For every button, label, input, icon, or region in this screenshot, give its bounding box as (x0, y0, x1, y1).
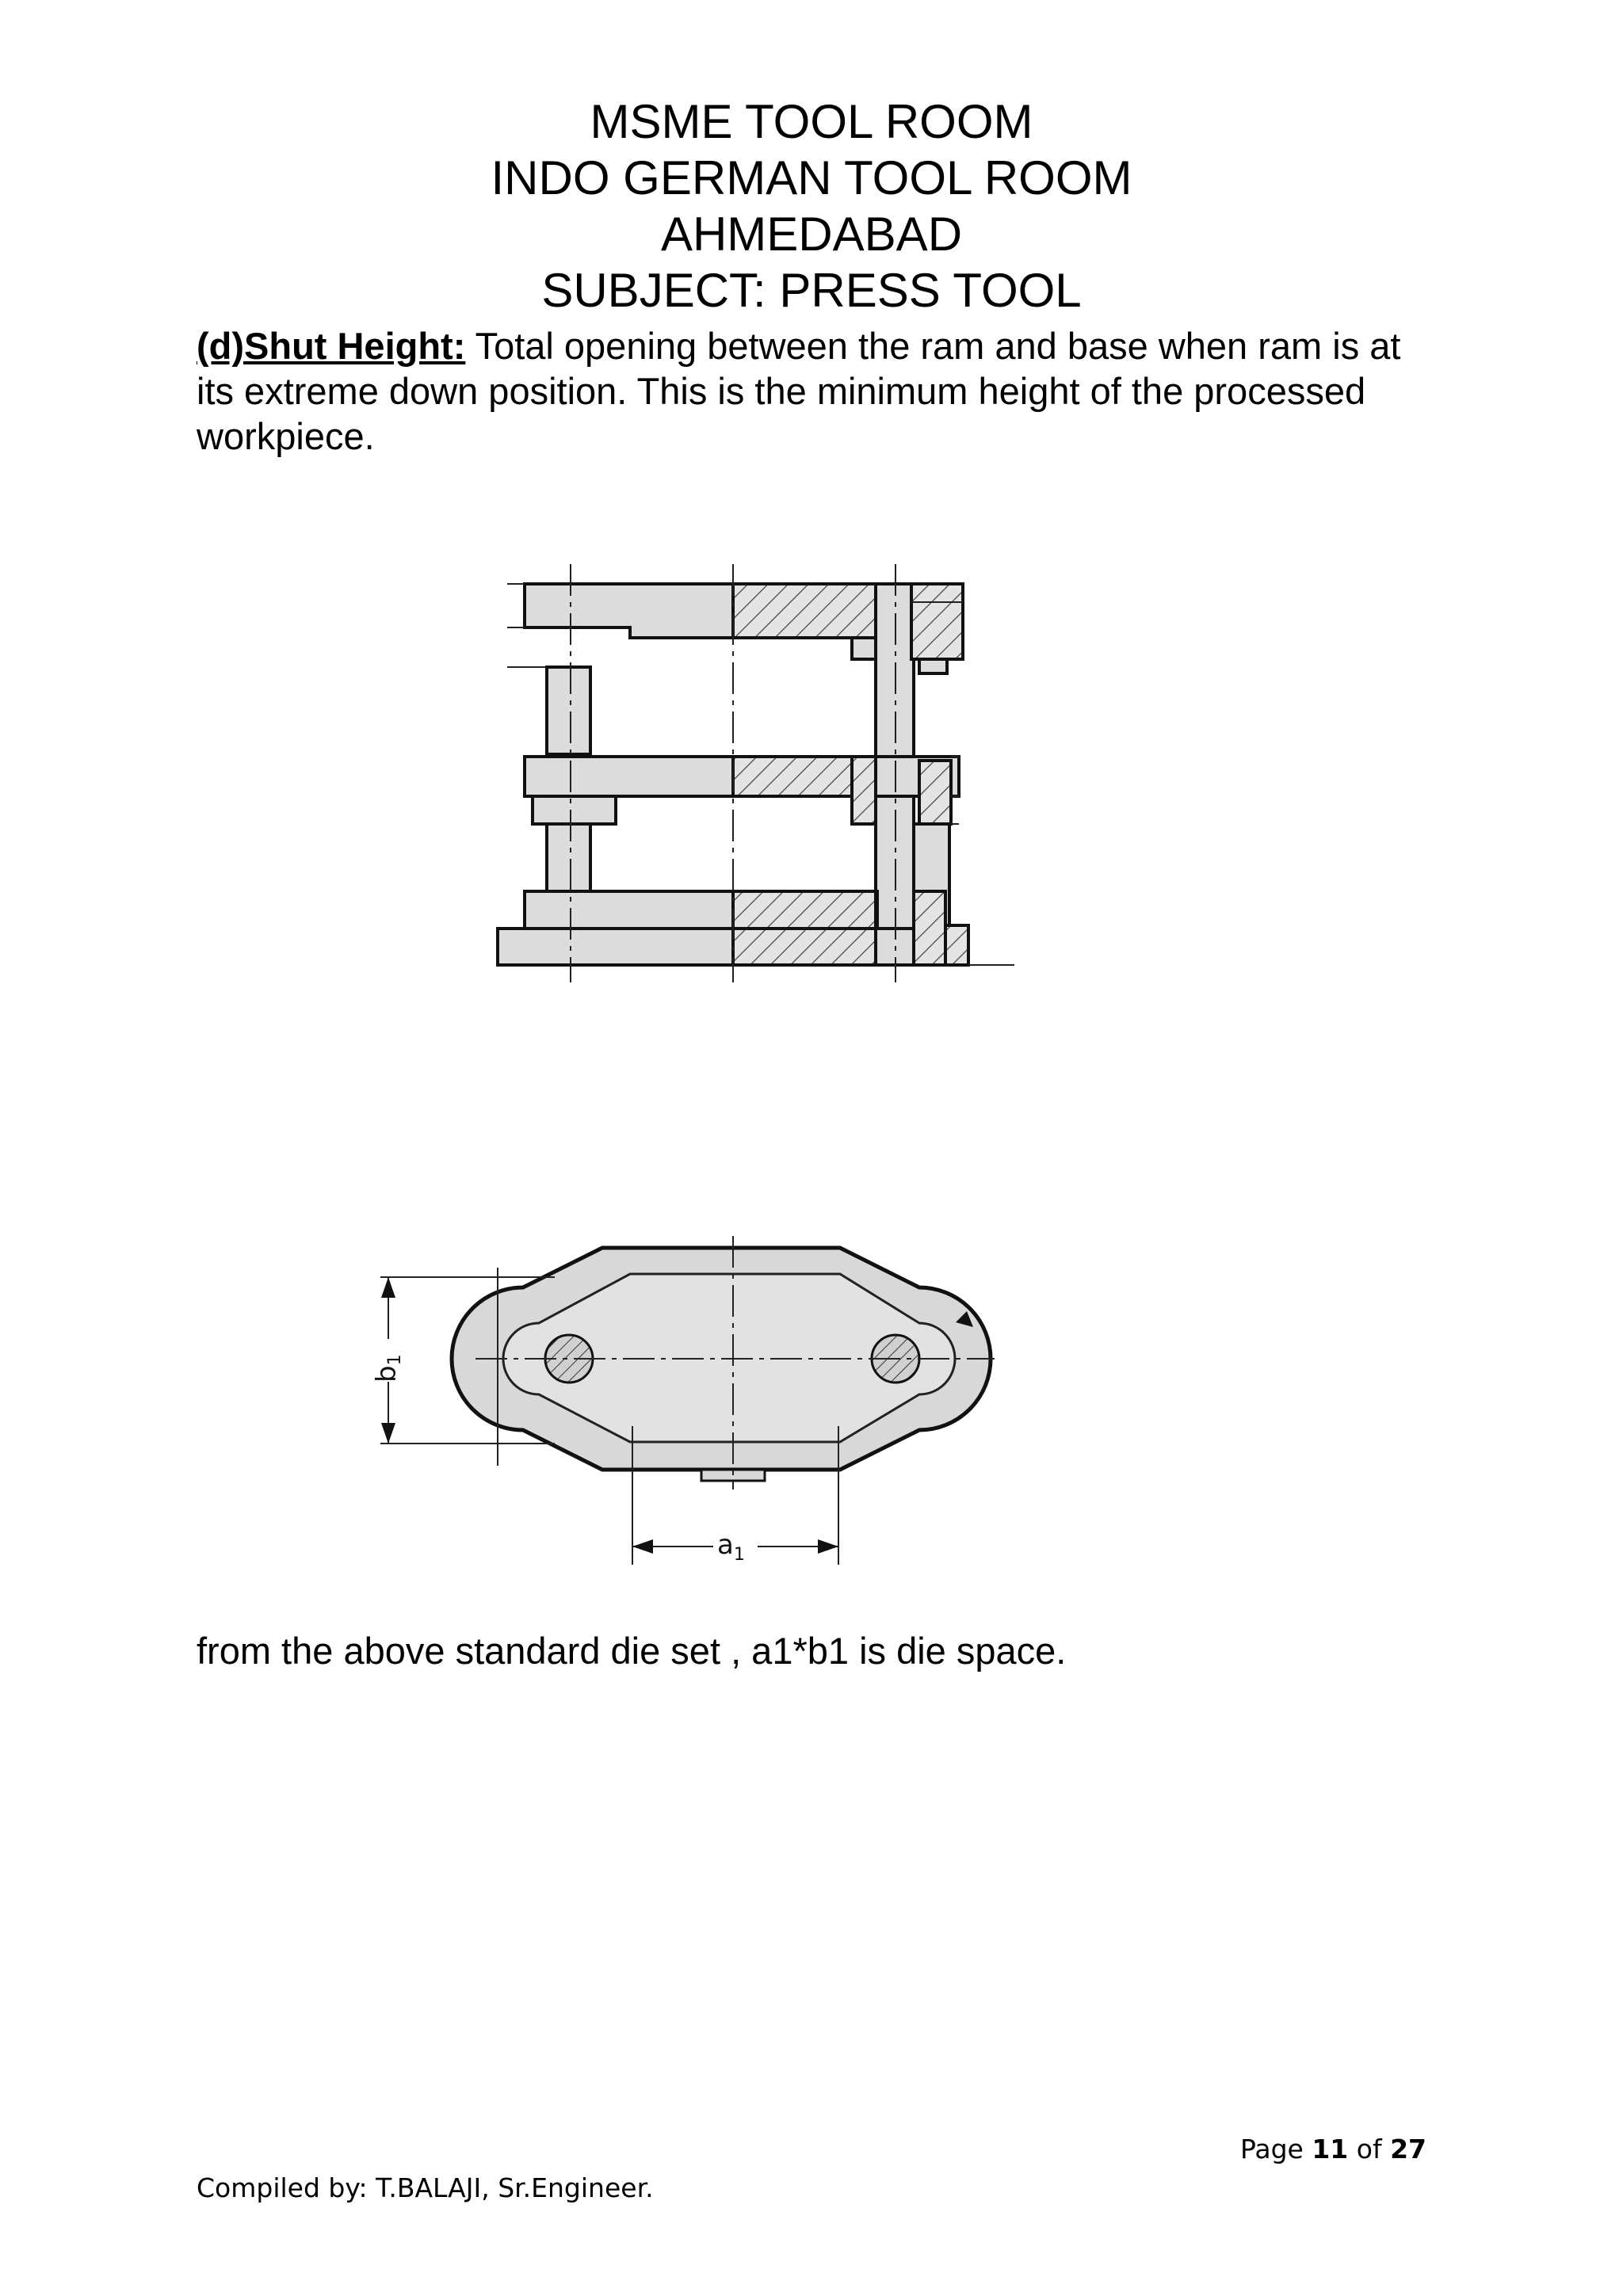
header-line-4: SUBJECT: PRESS TOOL (541, 264, 1082, 317)
shut-height-definition: Total opening between the ram and base when ram is at its extreme down position. This is the minimum height of the processed workpiece. (197, 325, 1401, 457)
page-of: of (1348, 2134, 1391, 2164)
page-prefix: Page (1239, 2134, 1312, 2164)
shut-height-term: (d)Shut Height: (197, 325, 466, 367)
header-line-2: INDO GERMAN TOOL ROOM (491, 151, 1132, 204)
header-line-3: AHMEDABAD (660, 208, 963, 261)
shut-height-paragraph (197, 323, 1433, 459)
dimension-label-b: b (371, 1365, 403, 1383)
document-header (0, 93, 1623, 318)
dimension-label-a: a (717, 1529, 734, 1561)
page-current: 11 (1312, 2134, 1349, 2164)
page-total: 27 (1390, 2134, 1426, 2164)
page-number (1240, 2134, 1426, 2164)
die-space-caption: from the above standard die set , a1*b1 is die space. (197, 1630, 1067, 1672)
header-line-1: MSME TOOL ROOM (590, 95, 1033, 148)
die-set-section-drawing (468, 555, 1022, 998)
dimension-label-a-subscript: 1 (733, 1545, 745, 1565)
die-set-plan-view-drawing (365, 1228, 1014, 1569)
compiled-by: Compiled by: T.BALAJI, Sr.Engineer. (197, 2172, 654, 2203)
dimension-label-b-subscript: 1 (385, 1354, 405, 1366)
